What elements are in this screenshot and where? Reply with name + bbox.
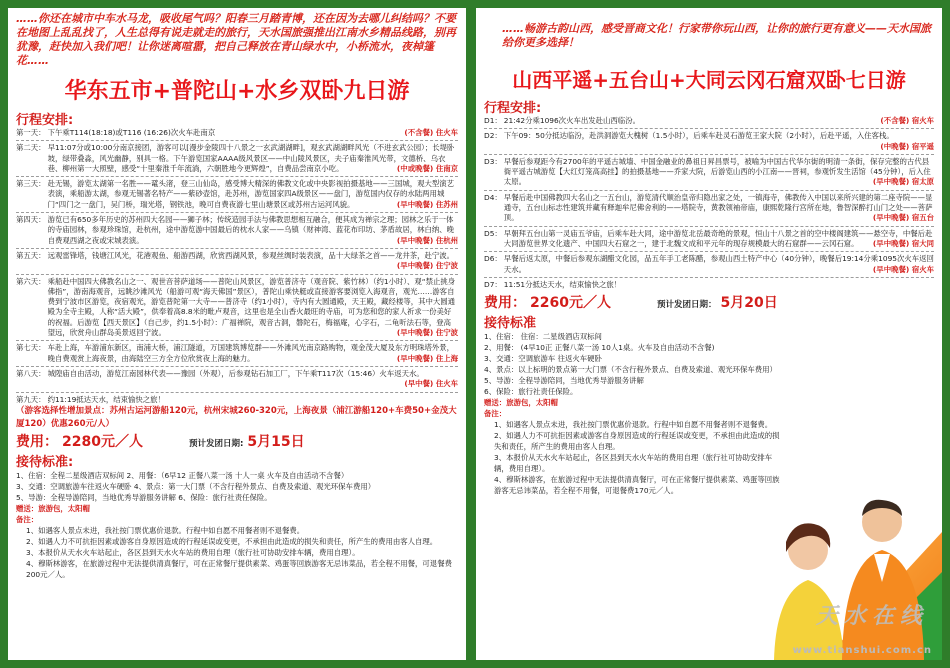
right-schedule-heading: 行程安排:: [484, 101, 542, 116]
divider: [484, 251, 934, 252]
day-label: D2：: [484, 131, 502, 141]
day-meal: (中或晚餐) 住南京: [396, 163, 458, 173]
standard-item: 6、保险：旅行社责任保险。: [484, 387, 578, 397]
standard-item: 3、交通：空调旅游车往返火车硬卧 4、景点：第一大门票（不含行程外景点、自费及索道、观光环保车费用）: [16, 481, 376, 491]
right-gift-text: 旅游包，太阳帽: [506, 398, 558, 408]
left-date-value: 5月15日: [247, 433, 305, 450]
divider: [16, 274, 458, 275]
right-price-label: 费用：: [484, 295, 526, 312]
left-schedule-heading: 行程安排:: [16, 113, 74, 128]
day-description: 城隍庙自由活动，游览江南园林代表——豫园（外观），后参观钻石加工厂，下午乘T117次（15:46）火车返天水。: [47, 368, 424, 378]
day-label: D1：: [484, 116, 502, 125]
day-description: 11:51分抵达天水，结束愉快之旅！: [503, 279, 622, 289]
right-title: 山西平遥+五台山+大同云冈石窟双卧七日游: [512, 68, 906, 92]
divider: [16, 366, 458, 367]
day-description: 下午乘T114(18:18)或T116 (16:26)次火车赴南京: [47, 128, 216, 137]
day-meal: (早中晚餐) 宿五台: [872, 213, 934, 223]
note-item: 2、如遇人力不可抗拒因素或游客自身原因造成的行程延误或变更，不承担由此造成的损失和责任，所产生的费用由客人自理。: [494, 431, 780, 452]
itinerary-day: [8, 395, 466, 405]
day-meal: (早中晚餐) 宿太原: [872, 177, 934, 187]
day-meal: (早中晚餐) 住宁波: [396, 261, 458, 271]
day-text: [504, 229, 934, 250]
day-meal: (早中餐) 住火车: [404, 379, 458, 389]
right-standards-heading: 接待标准: [484, 316, 537, 332]
itinerary-day: [8, 277, 466, 339]
divider: [484, 128, 934, 129]
left-notes: [8, 514, 466, 580]
day-label: D6：: [484, 254, 502, 264]
day-text: [504, 280, 934, 290]
day-label: 第六天：: [16, 276, 46, 286]
day-description: 游览已有650多年历史的苏州四大名园——狮子林；传统造园手法与佛教思想相互融合，便其成为禅宗之理；园林之乐于一体的寺庙园林，参观珍珠馆，赴杭州，途中游览游中国最后的枕水人家——乌镇（财神湾、蓝花布印坊、茅盾故居，林白纳、晚自费观西湖之夜或宋城表演。: [47, 215, 455, 245]
left-gift-text: 旅游包，太阳帽: [38, 503, 90, 513]
day-text: [48, 395, 458, 405]
day-label: 第一天：: [16, 128, 46, 137]
itinerary-day: [476, 157, 942, 188]
left-optional: （游客选择性增加景点：苏州古运河游船120元，杭州宋城260-320元，上海夜景（浦江游船120+车费50+金茂大厦120）优惠260元/人）: [16, 405, 457, 429]
right-standards: [476, 331, 942, 397]
day-label: 第四天：: [16, 215, 46, 225]
day-text: [48, 215, 458, 246]
right-price-row: [476, 292, 942, 312]
day-meal: (中晚餐) 宿平遥: [880, 141, 934, 151]
divider: [16, 140, 458, 141]
day-meal: (早中晚餐) 住宁波: [396, 328, 458, 338]
day-description: 下午09：50分抵达临汾，赴洪洞游览大槐树（1.5小时），后乘车赴灵石游览王家大院（2小时），后赴平遥，入住客栈。: [503, 131, 894, 141]
day-description: 赴无锡，游览太湖第一名胜——鼋头渚，登三山仙岛，感受博大精深的佛教文化或中央影视拍摄基地——三国城，观大型演艺表演，乘船游太湖，参观无锡著名特产——紫砂壶馆，赴苏州，游览国家四A级景区——盘门，游览国内仅存的水陆两用城门“四门之一盘门，吴门桥，瑞光塔，钢铁池，晚可自费夜游七里山塘景区或苏州古运河风貌。: [47, 179, 455, 209]
day-label: 第二天：: [16, 143, 46, 153]
day-label: 第八天：: [16, 368, 46, 378]
left-price-value: 2280元／人: [62, 433, 143, 450]
right-intro: ……畅游古韵山西，感受晋商文化！行家带你玩山西，让你的旅行更有意义——天水国旅给你更多选择！: [502, 22, 931, 49]
standard-item: 5、导游：全程导游陪同，当地优秀导游服务讲解 6、保险：旅行社责任保险。: [16, 492, 272, 502]
itinerary-day: [8, 143, 466, 174]
day-label: 第五天：: [16, 250, 46, 260]
day-text: [48, 277, 458, 339]
divider: [484, 277, 934, 278]
standard-item: 1、住宿：全程二星级酒店双标间 2、用餐：（6早12 正餐八菜一汤 十人一桌 火车及自由活动不含餐）: [16, 470, 349, 480]
day-description: 早餐后参观距今有2700年的平遥古城墙、中国金融业的鼻祖日昇昌票号，被喻为中国古代华尔街的明清一条街，保存完整的古代县衙平遥古城游览【大红灯笼高高挂】的拍摄基地——乔家大院，后游览山西的小江南——晋祠，参观忻发生活馆（45分钟），后入住太原。: [503, 156, 931, 187]
right-gift: [476, 397, 942, 408]
itinerary-day: [476, 254, 942, 275]
divider: [484, 226, 934, 227]
standard-item: 3、交通：空调旅游车 往返火车硬卧: [484, 354, 602, 364]
day-text: [504, 131, 934, 152]
couple-photo: [764, 472, 942, 660]
note-item: 1、如遇客人景点未进，我社按门票优惠价退款。行程中如自愿不用餐者则不退餐费。: [494, 420, 773, 430]
standard-item: 1、住宿： 住宿：二星级酒店双标间: [484, 332, 602, 342]
note-item: 4、穆斯林游客，在旅游过程中无法提供清真餐厅，可在正常餐厅提供素菜、鸡蛋等回族游客无忌讳菜品，若全程不用餐，可退餐费170元／人。: [494, 475, 780, 496]
note-item: 2、如遇人力不可抗拒因素或游客自身原因造成的行程延误或变更，不承担由此造成的损失和责任，所产生的费用由客人自理。: [26, 536, 438, 546]
day-text: [504, 116, 934, 126]
divider: [16, 212, 458, 213]
day-description: 远观雷锋塔，钱塘江风光，花港观鱼、船游西湖，欣赏西湖风景，参观丝绸时装表演，品十大绿茶之首——龙井茶，赴宁波。: [47, 250, 455, 260]
itinerary-day: [8, 251, 466, 272]
note-item: 3、本报价从天水火车站起止，各区县到天水火车站的费用自理（旅行社可协助安排车辆，费用自理）。: [494, 453, 773, 474]
left-price-row: [8, 431, 466, 451]
day-meal: (早中晚餐) 住苏州: [396, 199, 458, 209]
day-description: 车赴上海，车游浦东新区，南浦大桥，浦江隧道，万国建筑博览群——外滩风光南京路购物，观金茂大厦及东方明珠塔外景，晚自费观赏上海夜景，由海陆空三方全方位欣赏夜上海的魅力。: [47, 343, 455, 363]
note-item: 4、穆斯林游客，在旅游过程中无法提供清真餐厅，可在正常餐厅提供素菜、鸡蛋等回族游客无忌讳菜品，若全程不用餐，可退餐费200元／人。: [26, 558, 452, 579]
itinerary-day: [8, 179, 466, 210]
itinerary-day: [476, 193, 942, 224]
note-item: 3、本报价从天水火车站起止，各区县到天水火车站的费用自理（旅行社可协助安排车辆，费用自理）。: [26, 547, 360, 557]
divider: [16, 248, 458, 249]
note-item: 1、如遇客人景点未进，我社按门票优惠价退款。行程中如自愿不用餐者则不退餐费。: [26, 525, 305, 535]
standard-item: 2、用餐： (4早10正 正餐八菜一汤 10人1桌。火车及自由活动不含餐): [484, 343, 715, 353]
day-description: 21:42分乘1096次火车出发赴山西临汾。: [503, 116, 640, 125]
day-description: 早朝拜五台山第一灵庙五爷庙，后乘车赴大同，途中游览北岳最奇绝的景观，恒山十八景之首的空中楼阁建筑——悬空寺，中餐后赴大同游览世界文化遗产、中国四大石窟之一，建于北魏文成和平元年的现存规模最大的石窟群——云冈石窟。: [503, 228, 933, 248]
site-url: www.tianshui.com.cn: [792, 645, 932, 656]
day-label: 第七天：: [16, 343, 46, 353]
itinerary-day: [476, 116, 942, 126]
day-meal: (不含餐) 住火车: [404, 128, 458, 137]
day-label: D4：: [484, 192, 502, 202]
day-description: 约11:19抵达天水，结束愉快之旅！: [47, 394, 165, 404]
right-notes-label: 备注：: [484, 409, 507, 419]
left-notes-label: 备注：: [16, 514, 39, 524]
left-intro: ……你还在城市中车水马龙，吸收尾气吗？阳春三月踏青博，还在因为去哪儿纠结吗？不要在地图上乱乱找了，人生总得有说走就走的旅行，天水国旅强推出江南水乡精品线路，别再犹豫，赶快加入我们吧！让你迷离喧嚣，把自己释放在青山绿水中，小桥流水，夜棹篷花……: [16, 12, 456, 67]
day-description: 乘船赴中国四大佛教名山之一、观世音菩萨道场——普陀山风景区，游览普济寺（观音院、紫竹林）（约1小时）、观“禁止挑身佛指”，游南海观音，远眺沙滩风光（船游可观“海天佛国”景区），普陀山乘快艇或直接游客要浏览入海观音，观光……游客自费到宁波市区游览，夜宿观光，游览普陀第一大寺——普济寺（约1小时），寺内有大圆通殿，天王殿，藏经楼等，其中大圆通殿为全寺主殿，人称“活大殿”，供奉着高8.8米的毗卢观音，这里也是全山香火最旺的寺庙，可为您和您的家人祈求一份美好的祝福。后游览【西天景区】（自己步，约1.5小时）：广福禅院，观音古洞，磐陀石，梅福庵，心字石，二龟听法石等，登高望远，欣赏舟山群岛美景返回宁波。: [47, 276, 456, 338]
day-label: 第九天：: [16, 394, 46, 404]
day-description: 早餐后赴中国佛教四大名山之一五台山，游览清代顺治皇帝归隐出家之处，一镇海寺，佛教传入中国以来所兴建的第二座寺院——显通寺，五台山标志性建筑并藏有释迦牟尼佛舍利的——塔院寺，黄教领袖帝庙，康熙乾隆行宫所在地，鲁智深醉打山门之处——菩萨顶。: [503, 192, 933, 223]
divider: [484, 154, 934, 155]
standard-item: 4、景点：以上标明的景点第一大门票（不含行程外景点、自费及索道、观光环保车费用）: [484, 365, 777, 375]
left-price-label: 费用：: [16, 433, 58, 450]
itinerary-day: [476, 229, 942, 250]
day-description: 早餐后返太原，中餐后参观东湖醋文化园，品五年手工老陈醋，参观山西土特产中心（40分钟），晚餐后19:14分乘1095次火车返回天水。: [503, 254, 934, 274]
divider: [16, 176, 458, 177]
day-text: [504, 193, 934, 224]
day-meal: (不含餐) 宿火车: [880, 116, 934, 125]
day-text: [48, 143, 458, 174]
day-label: D7：: [484, 279, 502, 289]
divider: [16, 392, 458, 393]
day-meal: (早中晚餐) 宿火车: [872, 264, 934, 274]
left-date-label: 预计发团日期:: [188, 438, 244, 449]
divider: [16, 340, 458, 341]
day-label: D3：: [484, 156, 502, 166]
left-standards: [8, 470, 466, 503]
day-text: [504, 157, 934, 188]
itinerary-day: [476, 131, 942, 152]
day-description: 早11:07分或10:00分南京接团，游客可以[漫步金陵四十八景之一玄武湖湖畔]，观玄武湖湖畔风光（不进玄武公园）；长堤卧坡，绿带叠淼，风光幽静，别具一格。下午游览国家AAAA级风景区——中山陵风景区，夫子庙秦淮风光带，文德桥、乌衣巷、柳州第一大照壁，感受“十里秦淮千年流淌，六朝胜地今更辉煌”，自费品尝南京小吃。: [47, 143, 455, 173]
right-notes: [476, 408, 784, 496]
day-text: [48, 179, 458, 210]
day-text: [48, 251, 458, 272]
day-text: [504, 254, 934, 275]
watermark: 天水在线: [815, 604, 928, 629]
divider: [484, 190, 934, 191]
day-label: D5：: [484, 228, 502, 238]
day-meal: (早中晚餐) 宿大同: [872, 238, 934, 248]
day-text: [48, 343, 458, 364]
day-text: [48, 128, 458, 138]
left-title: 华东五市+普陀山+水乡双卧九日游: [64, 79, 410, 104]
itinerary-day: [476, 280, 942, 290]
left-standards-heading: 接待标准:: [16, 454, 74, 470]
left-page: [8, 8, 466, 660]
right-page: [476, 8, 942, 660]
itinerary-day: [8, 128, 466, 138]
day-label: 第三天：: [16, 179, 46, 189]
right-gift-label: 赠送：: [484, 398, 507, 408]
right-date-label: 预计发团日期：: [656, 300, 717, 311]
itinerary-day: [8, 343, 466, 364]
itinerary-day: [8, 215, 466, 246]
standard-item: 5、导游：全程导游陪同，当地优秀导游服务讲解: [484, 376, 644, 386]
left-days: [8, 128, 466, 405]
day-meal: (早中晚餐) 住上海: [396, 353, 458, 363]
left-gift-label: 赠送：: [16, 503, 39, 513]
right-date-value: 5月20日: [720, 295, 778, 312]
day-meal: (早中晚餐) 住杭州: [396, 235, 458, 245]
day-text: [48, 369, 458, 390]
itinerary-day: [8, 369, 466, 390]
right-price-value: 2260元／人: [530, 295, 611, 312]
left-gift: [8, 503, 466, 514]
right-days: [476, 116, 942, 290]
